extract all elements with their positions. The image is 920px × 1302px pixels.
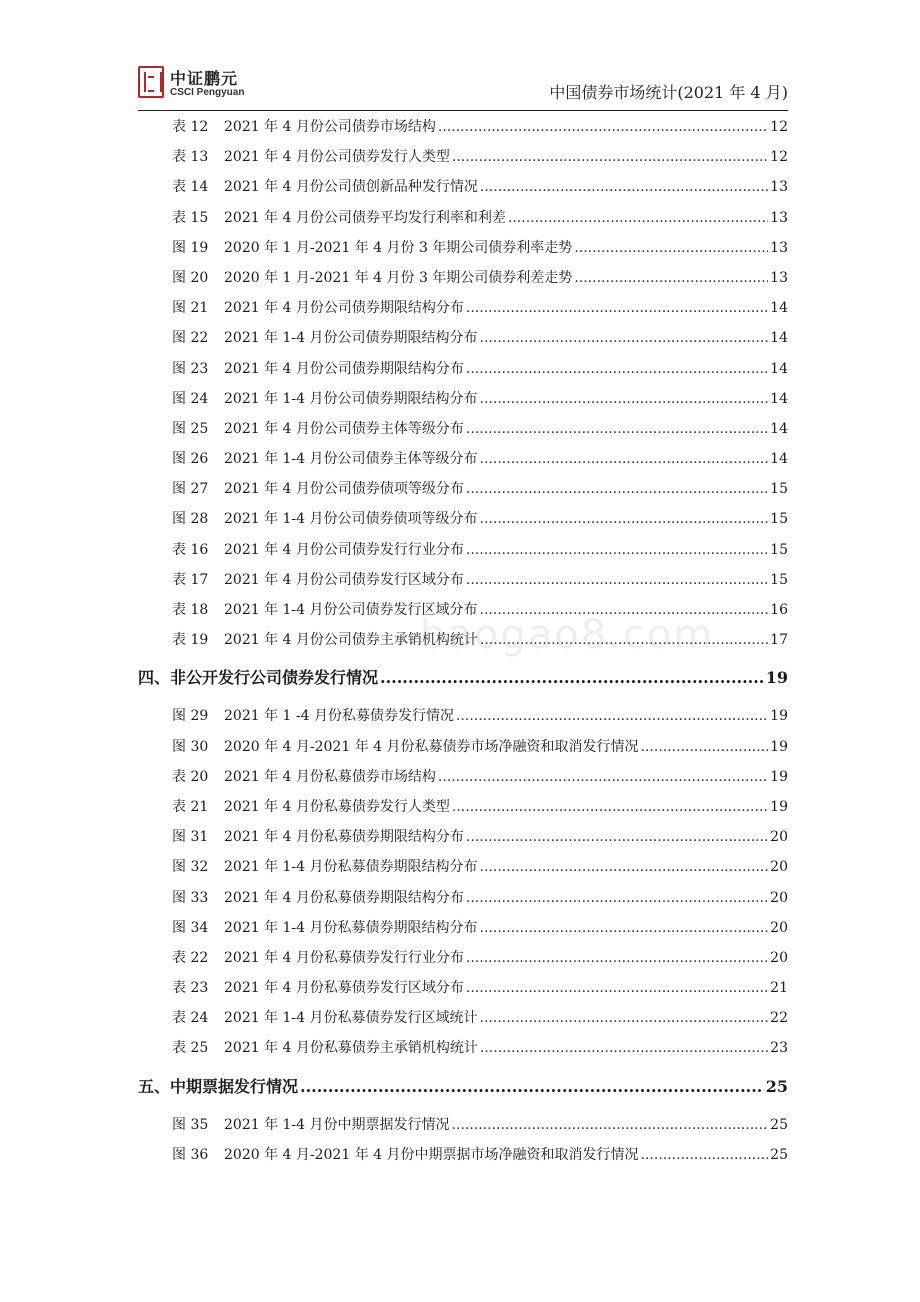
leader-dots — [480, 852, 769, 882]
toc-entry[interactable] — [138, 474, 788, 504]
leader-dots — [480, 595, 769, 625]
leader-dots — [466, 883, 768, 913]
entry-title: 2021 年 4 月份私募债券主承销机构统计 — [224, 1040, 478, 1057]
entry-label: 图 21 — [172, 300, 209, 317]
entry-label: 表 25 — [172, 1040, 209, 1057]
toc-entry[interactable] — [138, 595, 788, 625]
entry-page-number: 23 — [770, 1040, 788, 1057]
leader-dots — [466, 474, 768, 504]
leader-dots — [480, 913, 769, 943]
entry-title: 2021 年 1-4 月份公司债券债项等级分布 — [224, 511, 478, 528]
entry-title: 2020 年 4 月-2021 年 4 月份中期票据市场净融资和取消发行情况 — [224, 1146, 639, 1163]
toc-entry[interactable] — [138, 762, 788, 792]
entry-title: 2021 年 4 月份公司债券主承销机构统计 — [224, 632, 478, 649]
entry-page-number: 12 — [770, 119, 788, 135]
entry-label: 表 23 — [172, 980, 209, 997]
toc-entry[interactable] — [138, 565, 788, 595]
toc-entry[interactable] — [138, 172, 788, 202]
entry-label: 表 12 — [172, 119, 209, 135]
entry-label: 表 19 — [172, 632, 209, 649]
entry-title: 2021 年 1-4 月份私募债券期限结构分布 — [224, 919, 478, 936]
entry-label: 图 23 — [172, 360, 209, 377]
toc-entry[interactable] — [138, 1033, 788, 1063]
entry-label: 图 34 — [172, 919, 209, 936]
entry-page-number: 21 — [770, 980, 788, 997]
toc-entry[interactable] — [138, 504, 788, 534]
entry-label: 表 15 — [172, 209, 209, 226]
entry-page-number: 22 — [770, 1010, 788, 1027]
leader-dots — [466, 822, 768, 852]
seal-logo-icon — [138, 66, 164, 98]
leader-dots — [452, 142, 768, 172]
entry-title: 2021 年 4 月份公司债券发行行业分布 — [224, 541, 464, 558]
leader-dots — [641, 732, 769, 762]
leader-dots — [480, 172, 768, 202]
leader-dots — [480, 1003, 769, 1033]
entry-title: 2021 年 1-4 月份公司债券发行区域分布 — [224, 602, 478, 618]
entry-page-number: 19 — [770, 708, 788, 725]
leader-dots — [466, 943, 768, 973]
toc-entry[interactable] — [138, 384, 788, 414]
leader-dots — [300, 1064, 764, 1110]
entry-page-number: 14 — [770, 360, 788, 377]
entry-label: 图 35 — [172, 1116, 209, 1133]
toc-group-section-5 — [138, 1110, 788, 1170]
entry-page-number: 15 — [770, 511, 788, 528]
leader-dots — [480, 323, 769, 353]
entry-label: 图 31 — [172, 829, 209, 846]
entry-title: 2021 年 4 月份公司债券平均发行利率和利差 — [224, 209, 506, 226]
section-title: 五、中期票据发行情况 — [138, 1076, 299, 1096]
entry-label: 图 32 — [172, 859, 209, 876]
leader-dots — [480, 1033, 768, 1063]
toc-entry[interactable] — [138, 203, 788, 233]
entry-label: 图 20 — [172, 269, 209, 286]
entry-title: 2021 年 4 月份公司债券市场结构 — [224, 119, 436, 135]
toc-entry[interactable] — [138, 852, 788, 882]
toc-entry[interactable] — [138, 293, 788, 323]
toc-section-5[interactable] — [138, 1064, 788, 1110]
entry-page-number: 13 — [770, 179, 788, 196]
entry-label: 表 14 — [172, 179, 209, 196]
section-page-number: 19 — [765, 668, 788, 688]
leader-dots — [438, 762, 768, 792]
toc-entry[interactable] — [138, 1110, 788, 1140]
toc-group-section-3 — [138, 112, 788, 655]
leader-dots — [480, 504, 769, 534]
entry-page-number: 14 — [770, 390, 788, 407]
leader-dots — [452, 1110, 769, 1140]
entry-title: 2020 年 4 月-2021 年 4 月份私募债券市场净融资和取消发行情况 — [224, 738, 639, 755]
entry-title: 2021 年 4 月份私募债券发行人类型 — [224, 798, 450, 815]
entry-page-number: 13 — [770, 209, 788, 226]
entry-label: 图 28 — [172, 511, 209, 528]
toc-group-section-4 — [138, 701, 788, 1063]
entry-title: 2021 年 4 月份公司债券发行区域分布 — [224, 571, 464, 588]
entry-label: 图 36 — [172, 1146, 209, 1163]
table-of-contents — [138, 112, 788, 1170]
entry-page-number: 25 — [770, 1146, 788, 1163]
entry-label: 图 26 — [172, 451, 209, 468]
entry-page-number: 19 — [770, 798, 788, 815]
entry-title: 2020 年 1 月-2021 年 4 月份 3 年期公司债券利差走势 — [224, 269, 573, 286]
entry-page-number: 15 — [770, 481, 788, 498]
entry-title: 2021 年 4 月份私募债券期限结构分布 — [224, 889, 464, 906]
section-page-number: 25 — [765, 1076, 788, 1096]
toc-entry[interactable] — [138, 444, 788, 474]
entry-page-number: 15 — [770, 571, 788, 588]
toc-entry[interactable] — [138, 263, 788, 293]
leader-dots — [438, 112, 768, 142]
entry-page-number: 15 — [770, 541, 788, 558]
entry-label: 表 18 — [172, 602, 209, 618]
entry-label: 表 13 — [172, 149, 209, 166]
entry-label: 表 24 — [172, 1010, 209, 1027]
entry-title: 2020 年 1 月-2021 年 4 月份 3 年期公司债券利率走势 — [224, 239, 573, 256]
leader-dots — [466, 565, 768, 595]
toc-entry[interactable] — [138, 625, 788, 655]
toc-entry[interactable] — [138, 142, 788, 172]
entry-title: 2021 年 4 月份公司债创新品种发行情况 — [224, 179, 478, 196]
entry-label: 图 24 — [172, 390, 209, 407]
entry-page-number: 17 — [770, 632, 788, 649]
leader-dots — [466, 414, 768, 444]
leader-dots — [452, 792, 768, 822]
leader-dots — [466, 293, 768, 323]
entry-label: 图 19 — [172, 239, 209, 256]
entry-label: 图 22 — [172, 330, 209, 347]
toc-section-4[interactable] — [138, 655, 788, 701]
toc-entry[interactable] — [138, 973, 788, 1003]
entry-page-number: 13 — [770, 269, 788, 286]
leader-dots — [480, 384, 769, 414]
toc-entry[interactable] — [138, 913, 788, 943]
entry-title: 2021 年 4 月份私募债券市场结构 — [224, 768, 436, 785]
entry-title: 2021 年 1-4 月份私募债券发行区域统计 — [224, 1010, 478, 1027]
entry-title: 2021 年 4 月份公司债券发行人类型 — [224, 149, 450, 166]
entry-label: 图 33 — [172, 889, 209, 906]
entry-page-number: 14 — [770, 451, 788, 468]
entry-page-number: 19 — [770, 738, 788, 755]
entry-page-number: 14 — [770, 330, 788, 347]
leader-dots — [466, 535, 768, 565]
leader-dots — [456, 701, 768, 731]
logo-chinese-name: 中证鹏元 — [170, 69, 239, 88]
entry-page-number: 19 — [770, 768, 788, 785]
entry-title: 2021 年 1-4 月份公司债券期限结构分布 — [224, 330, 478, 347]
company-logo — [138, 62, 258, 102]
toc-entry[interactable] — [138, 1003, 788, 1033]
toc-entry[interactable] — [138, 732, 788, 762]
entry-title: 2021 年 4 月份私募债券发行区域分布 — [224, 980, 464, 997]
leader-dots — [466, 354, 768, 384]
page-header — [138, 62, 788, 111]
leader-dots — [574, 263, 768, 293]
entry-label: 图 29 — [172, 708, 209, 725]
entry-title: 2021 年 1 -4 月份私募债券发行情况 — [224, 708, 454, 725]
entry-title: 2021 年 1-4 月份中期票据发行情况 — [224, 1116, 450, 1133]
entry-title: 2021 年 4 月份公司债券期限结构分布 — [224, 300, 464, 317]
entry-page-number: 20 — [770, 919, 788, 936]
leader-dots — [466, 973, 768, 1003]
leader-dots — [480, 625, 768, 655]
entry-title: 2021 年 4 月份公司债券期限结构分布 — [224, 360, 464, 377]
entry-title: 2021 年 4 月份私募债券发行行业分布 — [224, 949, 464, 966]
toc-entry[interactable] — [138, 535, 788, 565]
entry-label: 图 27 — [172, 481, 209, 498]
entry-label: 表 16 — [172, 541, 209, 558]
entry-title: 2021 年 1-4 月份私募债券期限结构分布 — [224, 859, 478, 876]
toc-entry[interactable] — [138, 883, 788, 913]
leader-dots — [641, 1140, 769, 1170]
logo-english-name: CSCI Pengyuan — [170, 87, 245, 98]
entry-page-number: 20 — [770, 889, 788, 906]
watermark: baogao8.com — [420, 612, 715, 658]
toc-entry[interactable] — [138, 233, 788, 263]
entry-label: 表 17 — [172, 571, 209, 588]
entry-page-number: 14 — [770, 420, 788, 437]
entry-page-number: 13 — [770, 239, 788, 256]
leader-dots — [480, 444, 769, 474]
entry-page-number: 16 — [770, 602, 788, 618]
entry-label: 表 20 — [172, 768, 209, 785]
toc-entry[interactable] — [138, 1140, 788, 1170]
entry-page-number: 20 — [770, 829, 788, 846]
entry-label: 图 30 — [172, 738, 209, 755]
leader-dots — [380, 655, 764, 701]
entry-page-number: 20 — [770, 949, 788, 966]
entry-page-number: 20 — [770, 859, 788, 876]
entry-page-number: 14 — [770, 300, 788, 317]
toc-entry[interactable] — [138, 354, 788, 384]
toc-entry[interactable] — [138, 323, 788, 353]
toc-entry[interactable] — [138, 414, 788, 444]
entry-page-number: 12 — [770, 149, 788, 166]
section-title: 四、非公开发行公司债券发行情况 — [138, 668, 379, 688]
report-title: 中国债券市场统计(2021 年 4 月) — [549, 83, 788, 102]
entry-title: 2021 年 1-4 月份公司债券期限结构分布 — [224, 390, 478, 407]
leader-dots — [574, 233, 768, 263]
toc-entry[interactable] — [138, 792, 788, 822]
entry-title: 2021 年 4 月份公司债券债项等级分布 — [224, 481, 464, 498]
entry-label: 表 21 — [172, 798, 209, 815]
entry-title: 2021 年 1-4 月份公司债券主体等级分布 — [224, 451, 478, 468]
entry-title: 2021 年 4 月份公司债券主体等级分布 — [224, 420, 464, 437]
entry-title: 2021 年 4 月份私募债券期限结构分布 — [224, 829, 464, 846]
entry-label: 表 22 — [172, 949, 209, 966]
leader-dots — [508, 203, 768, 233]
entry-page-number: 25 — [770, 1116, 788, 1133]
toc-entry[interactable] — [138, 822, 788, 852]
toc-entry[interactable] — [138, 112, 788, 142]
toc-entry[interactable] — [138, 943, 788, 973]
entry-label: 图 25 — [172, 420, 209, 437]
toc-entry[interactable] — [138, 701, 788, 731]
